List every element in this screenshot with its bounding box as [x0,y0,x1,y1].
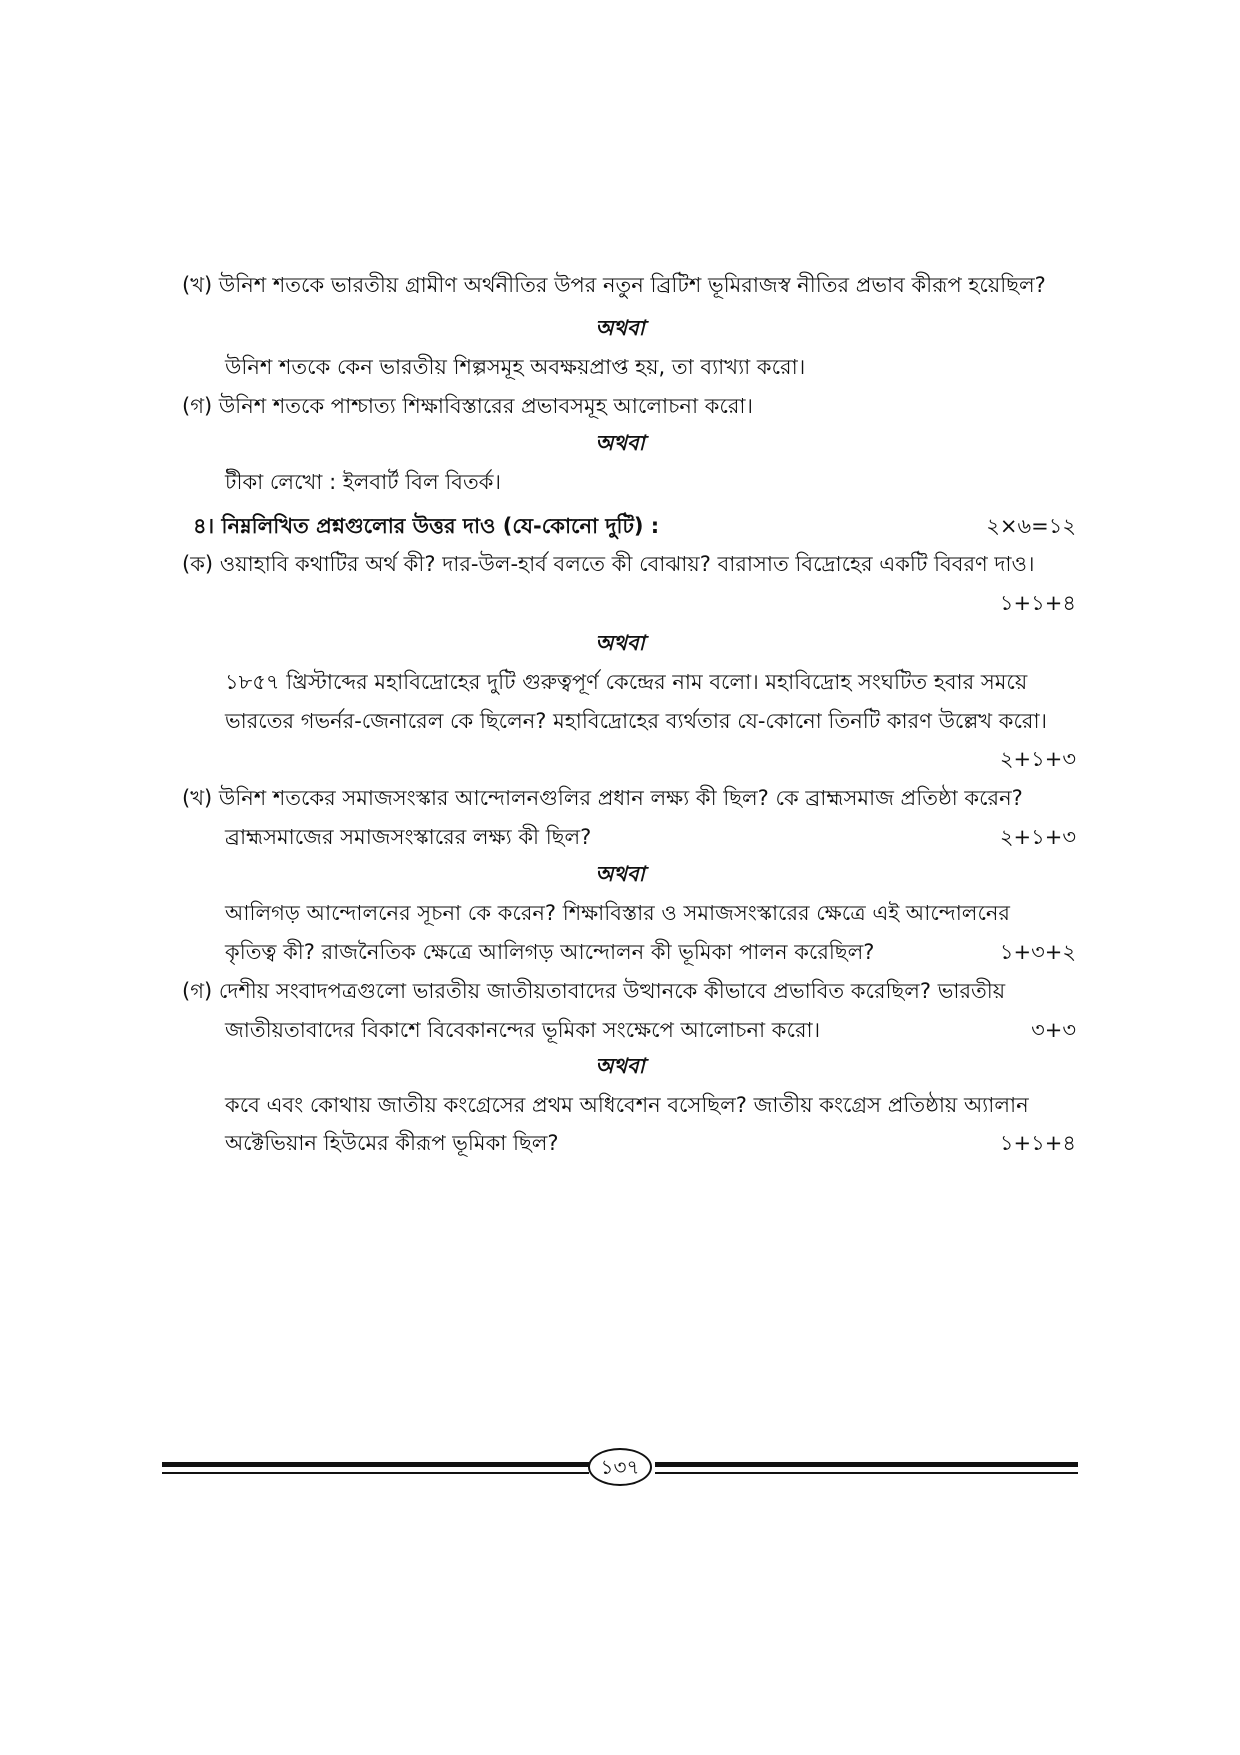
question-4-ga-marks: ৩+৩ [1031,1018,1076,1042]
question-4-ga-line2: জাতীয়তাবাদের বিকাশে বিবেকানন্দের ভূমিকা সংক্ষেপে আলোচনা করো। [225,1018,821,1042]
question-3-ga: (গ) উনিশ শতকে পাশ্চাত্য শিক্ষাবিস্তারের প্রভাবসমূহ আলোচনা করো। [182,394,753,418]
question-4-ga-alt-marks: ১+১+৪ [999,1131,1076,1155]
or-label: অথবা [595,631,645,655]
section-4-marks: ২×৬=১২ [986,514,1076,538]
question-3-ga-alt: টীকা লেখো : ইলবার্ট বিল বিতর্ক। [225,470,501,494]
question-4-ka-alt-line1: ১৮৫৭ খ্রিস্টাব্দের মহাবিদ্রোহের দুটি গুরুত্বপূর্ণ কেন্দ্রের নাম বলো। মহাবিদ্রোহ সংঘটিত হবার সময়ে [225,670,1028,694]
question-4-ka-alt-line2: ভারতের গভর্নর-জেনারেল কে ছিলেন? মহাবিদ্রোহের ব্যর্থতার যে-কোনো তিনটি কারণ উল্লেখ করো। [225,709,1048,733]
question-4-ga-line1: (গ) দেশীয় সংবাদপত্রগুলো ভারতীয় জাতীয়তাবাদের উত্থানকে কীভাবে প্রভাবিত করেছিল? ভারতীয় [182,979,1006,1003]
question-4-kha-marks: ২+১+৩ [999,825,1076,849]
question-4-kha-line1: (খ) উনিশ শতকের সমাজসংস্কার আন্দোলনগুলির প্রধান লক্ষ্য কী ছিল? কে ব্রাহ্মসমাজ প্রতিষ্ঠা করেন? [182,786,1023,810]
or-label: অথবা [595,431,645,455]
question-4-kha-line2: ব্রাহ্মসমাজের সমাজসংস্কারের লক্ষ্য কী ছিল? [225,825,592,849]
page-number: ১৩৭ [588,1448,652,1486]
or-label: অথবা [595,862,645,886]
or-label: অথবা [595,1054,645,1078]
section-4-heading: ৪। নিম্নলিখিত প্রশ্নগুলোর উত্তর দাও (যে-কোনো দুটি) : [193,514,660,538]
question-4-kha-alt-line2: কৃতিত্ব কী? রাজনৈতিক ক্ষেত্রে আলিগড় আন্দোলন কী ভূমিকা পালন করেছিল? [225,940,875,964]
question-4-ga-alt-line2: অক্টেভিয়ান হিউমের কীরূপ ভূমিকা ছিল? [225,1131,559,1155]
or-label: অথবা [595,316,645,340]
question-4-ka-alt-marks: ২+১+৩ [999,747,1076,771]
footer-rule-left-thin [162,1472,589,1474]
question-4-kha-alt-marks: ১+৩+২ [999,940,1076,964]
footer-rule-left [162,1462,589,1467]
question-4-ka-marks: ১+১+৪ [999,591,1076,615]
footer-rule-right-thin [655,1472,1078,1474]
question-4-kha-alt-line1: আলিগড় আন্দোলনের সূচনা কে করেন? শিক্ষাবিস্তার ও সমাজসংস্কারের ক্ষেত্রে এই আন্দোলনের [225,901,1010,925]
question-4-ka: (ক) ওয়াহাবি কথাটির অর্থ কী? দার-উল-হার্ব বলতে কী বোঝায়? বারাসাত বিদ্রোহের একটি বিবরণ দাও। [182,552,1035,576]
question-4-ga-alt-line1: কবে এবং কোথায় জাতীয় কংগ্রেসের প্রথম অধিবেশন বসেছিল? জাতীয় কংগ্রেস প্রতিষ্ঠায় অ্যালান [225,1093,1029,1117]
question-3-kha: (খ) উনিশ শতকে ভারতীয় গ্রামীণ অর্থনীতির উপর নতুন ব্রিটিশ ভূমিরাজস্ব নীতির প্রভাব কীরূপ হয়েছিল? [182,273,1046,297]
footer-rule-right [655,1462,1078,1467]
question-3-kha-alt: উনিশ শতকে কেন ভারতীয় শিল্পসমূহ অবক্ষয়প্রাপ্ত হয়, তা ব্যাখ্যা করো। [225,355,806,379]
